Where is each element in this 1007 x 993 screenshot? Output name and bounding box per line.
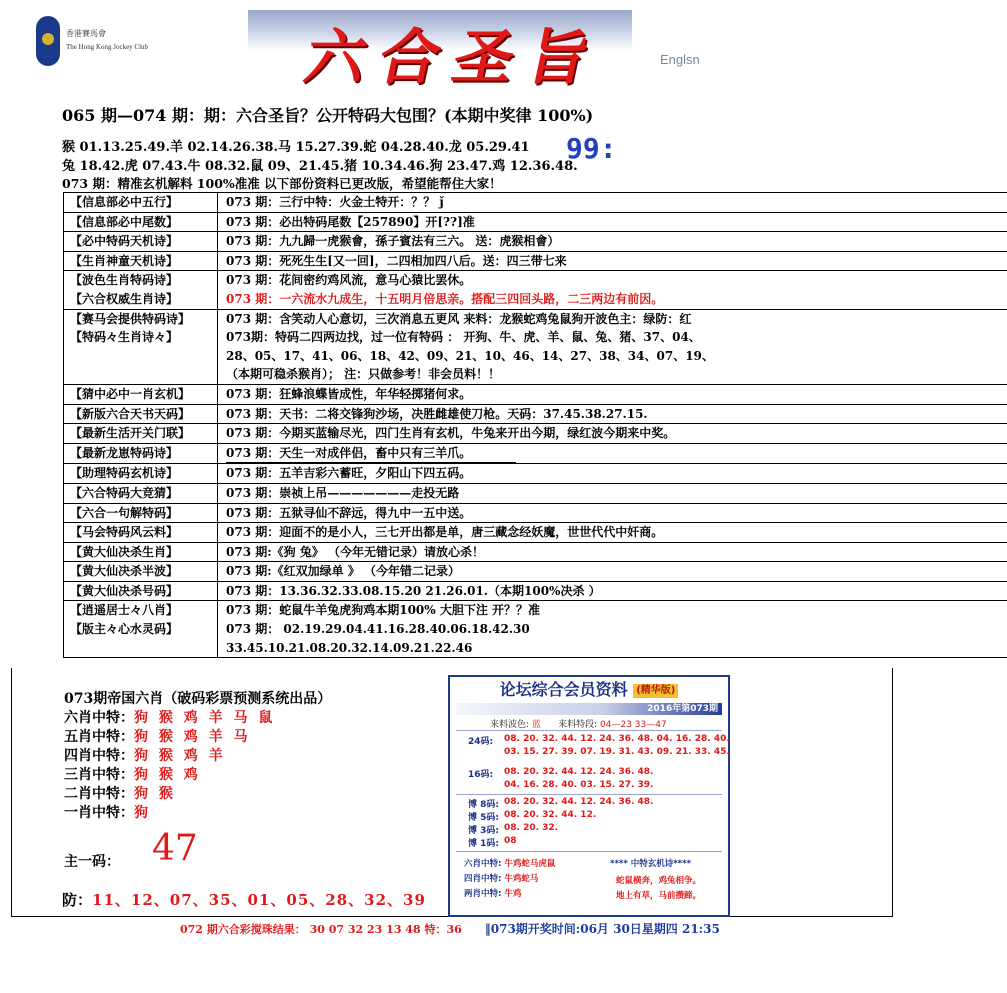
divider <box>456 851 722 852</box>
card-b3-label: 博 3码: <box>468 826 499 836</box>
table-row <box>64 347 1007 366</box>
row-label <box>64 365 218 384</box>
table-row <box>64 581 1007 601</box>
card-b5-value: 08. 20. 32. 44. 12. <box>504 810 597 820</box>
row-value: 073 期：蛇鼠牛羊兔虎狗鸡本期100% 大胆下注 开？？准 <box>218 601 1007 620</box>
q99-graphic: 99: <box>566 132 617 165</box>
member-data-card <box>448 675 730 917</box>
row-value: 073 期：九九歸一虎猴會，孫子賓法有三六。 送：虎猴相會） <box>218 232 1007 252</box>
badge-icon <box>36 16 60 66</box>
table-row <box>64 601 1007 620</box>
divider <box>456 794 722 795</box>
card-title: 论坛综合会员资料 (精华版) <box>450 677 728 703</box>
divider <box>456 730 722 731</box>
jockey-club-logo[interactable] <box>36 16 156 68</box>
table-row <box>64 523 1007 543</box>
main-code-value: 47 <box>152 828 198 869</box>
card-two: 两肖中特: 牛鸡 <box>464 889 522 899</box>
row-label: 【特码々生肖诗々】 <box>64 328 218 347</box>
row-value: 073 期：死死生生[又一回]，二四相加四八后。送：四三带七来 <box>218 251 1007 271</box>
banner-title: 六合圣旨 <box>298 23 610 93</box>
row-label: 【版主々心水灵码】 <box>64 620 218 639</box>
card-b3-value: 08. 20. 32. <box>504 823 559 833</box>
banner <box>248 10 632 94</box>
row-value: 073 期： 02.19.29.04.41.16.28.40.06.18.42.30 <box>218 620 1007 639</box>
row-label: 【六合特码大竞猜】 <box>64 483 218 503</box>
row-label: 【黄大仙决杀号码】 <box>64 581 218 601</box>
info-table <box>63 192 1007 658</box>
table-row <box>64 365 1007 384</box>
row-value: 28、05、17、41、06、18、42、09、21、10、46、14、27、38、34、07、19、 <box>218 347 1007 366</box>
card-bar <box>456 703 722 715</box>
table-row <box>64 290 1007 309</box>
row-label: 【马会特码风云料】 <box>64 523 218 543</box>
card-poem-line: 蛇鼠横奔，鸡兔相争。 <box>616 876 702 886</box>
card-24-a: 08. 20. 32. 44. 12. 24. 36. 48. 04. 16. 28. 40. <box>504 734 730 744</box>
row-value: 073 期：天生一对成伴侣，畜中只有三羊爪。 <box>218 443 1007 464</box>
row-value: 073 期:《狗 兔》 （今年无错记录）请放心杀！ <box>218 542 1007 562</box>
row-label: 【黄大仙决杀生肖】 <box>64 542 218 562</box>
table-row <box>64 232 1007 252</box>
notice-text: 073 期：精准玄机解料 100%准准 以下部份资料已更改版，希望能帮住大家！ <box>62 176 502 191</box>
row-value: 073 期：三行中特：火金土特开：？？ ǰ <box>218 193 1007 213</box>
row-value: 073 期：一六流水九成生，十五明月倍思亲。搭配三四回头路，二三两边有前因。 <box>218 290 1007 309</box>
table-row <box>64 424 1007 444</box>
row-label: 【必中特码天机诗】 <box>64 232 218 252</box>
table-row <box>64 542 1007 562</box>
card-year: 2016年第073期 <box>647 704 718 714</box>
card-24-label: 24码: <box>468 737 494 747</box>
table-row <box>64 503 1007 523</box>
footer <box>180 920 720 937</box>
card-b1-value: 08 <box>504 836 517 846</box>
table-row <box>64 443 1007 464</box>
row-value: 073期：特码二四两边找，过一位有特码 ： 开狗、牛、虎、羊、鼠、兔、猪、37、04、 <box>218 328 1007 347</box>
table-row <box>64 464 1007 484</box>
table-row <box>64 562 1007 582</box>
rank-row: 一肖中特：狗 <box>64 805 151 821</box>
row-label <box>64 347 218 366</box>
row-label: 【最新龙崽特码诗】 <box>64 443 218 464</box>
row-label: 【信息部必中尾数】 <box>64 212 218 232</box>
six-zodiac-title: 073期帝国六肖（破码彩票预测系统出品） <box>64 691 332 707</box>
last-draw-result: 072 期六合彩搅珠结果： 30 07 32 23 13 48 特：36 <box>180 923 462 936</box>
row-value: 073 期：花间密约鸡风流，意马心猿比罢休。 <box>218 271 1007 290</box>
card-b8-value: 08. 20. 32. 44. 12. 24. 36. 48. <box>504 797 654 807</box>
logo-en-text: The Hong Kong Jockey Club <box>66 43 149 51</box>
english-link[interactable]: Englsn <box>660 52 700 67</box>
zodiac-line: 兔 18.42.虎 07.43.牛 08.32.鼠 09、21.45.猪 10.34.46.狗 23.47.鸡 12.36.48. <box>62 159 578 174</box>
row-label <box>64 639 218 658</box>
row-value: 073 期：含笑动人心意切，三次消息五更风 来料：龙猴蛇鸡兔鼠狗开波色主：绿防：红 <box>218 309 1007 328</box>
table-row <box>64 404 1007 424</box>
row-value: 073 期：崇祯上吊———————走投无路 <box>218 483 1007 503</box>
row-value: 073 期：必出特码尾数【257890】开[??]准 <box>218 212 1007 232</box>
rank-row: 二肖中特：狗 猴 <box>64 786 176 802</box>
card-b8-label: 博 8码: <box>468 800 499 810</box>
card-six: 六肖中特: 牛鸡蛇马虎鼠 <box>464 859 556 869</box>
row-value: 073 期：天书：二将交锋狗沙场，决胜雌雄使刀枪。天码：37.45.38.27.15. <box>218 404 1007 424</box>
row-label: 【黄大仙决杀半波】 <box>64 562 218 582</box>
card-16-label: 16码: <box>468 770 494 780</box>
card-16-b: 04. 16. 28. 40. 03. 15. 27. 39. <box>504 780 654 790</box>
card-b1-label: 博 1码: <box>468 839 499 849</box>
card-24-b: 03. 15. 27. 39. 07. 19. 31. 43. 09. 21. 33. 45. <box>504 747 730 757</box>
table-row <box>64 271 1007 290</box>
page-headline: 065 期—074 期：期：六合圣旨？公开特码大包围？(本期中奖律 100%) <box>62 106 594 125</box>
table-row <box>64 309 1007 328</box>
table-row <box>64 384 1007 404</box>
row-value: 073 期：五羊吉彩六蓄旺，夕阳山下四五码。 <box>218 464 1007 484</box>
logo-cn-text: 香港賽馬會 <box>66 29 106 38</box>
row-value: （本期可稳杀猴肖）； 注：只做参考！非会员料！！ <box>218 365 1007 384</box>
row-label: 【生肖神童天机诗】 <box>64 251 218 271</box>
main-code-label: 主一码： <box>64 854 120 870</box>
row-label: 【波色生肖特码诗】 <box>64 271 218 290</box>
defense-codes: 防：11、12、07、35、01、05、28、32、39 <box>62 891 426 909</box>
row-label: 【六合权威生肖诗】 <box>64 290 218 309</box>
card-poem-line: 地上有草，马前攒蹄。 <box>616 891 702 901</box>
rank-row: 五肖中特：狗 猴 鸡 羊 马 <box>64 729 251 745</box>
row-value: 073 期:《红双加绿单 》 （今年错二记录） <box>218 562 1007 582</box>
zodiac-line: 猴 01.13.25.49.羊 02.14.26.38.马 15.27.39.蛇 04.28.40.龙 05.29.41 <box>62 140 530 155</box>
row-label: 【六合一句解特码】 <box>64 503 218 523</box>
table-row <box>64 639 1007 658</box>
row-label: 【最新生活开关门联】 <box>64 424 218 444</box>
row-label: 【新版六合天书天码】 <box>64 404 218 424</box>
row-label: 【逍遥居士々八肖】 <box>64 601 218 620</box>
table-row <box>64 251 1007 271</box>
card-16-a: 08. 20. 32. 44. 12. 24. 36. 48. <box>504 767 654 777</box>
table-row <box>64 193 1007 213</box>
row-value: 073 期：13.36.32.33.08.15.20 21.26.01.（本期100%决杀 ） <box>218 581 1007 601</box>
table-row <box>64 620 1007 639</box>
row-value: 073 期：迎面不的是小人，三七开出都是单，唐三藏念经妖魔，世世代代中奸商。 <box>218 523 1007 543</box>
rank-row: 四肖中特：狗 猴 鸡 羊 <box>64 748 226 764</box>
table-row <box>64 328 1007 347</box>
card-b5-label: 博 5码: <box>468 813 499 823</box>
card-badge: (精华版) <box>633 684 678 698</box>
row-label: 【信息部必中五行】 <box>64 193 218 213</box>
row-label: 【助理特码玄机诗】 <box>64 464 218 484</box>
draw-time: ‖073期开奖时间:06月 30日星期四 21:35 <box>484 922 720 936</box>
row-value: 073 期：五狱寻仙不辞远，得九中一五中送。 <box>218 503 1007 523</box>
row-value: 33.45.10.21.08.20.32.14.09.21.22.46 <box>218 639 1007 658</box>
row-value: 073 期：今期买蓝输尽光，四门生肖有玄机，牛兔来开出今期，绿红波今期来中奖。 <box>218 424 1007 444</box>
row-label: 【赛马会提供特码诗】 <box>64 309 218 328</box>
row-label: 【猜中必中一肖玄机】 <box>64 384 218 404</box>
card-source: 来料波色: 蓝 来料特段: 04—23 33—47 <box>490 720 667 730</box>
table-row <box>64 483 1007 503</box>
rank-row: 六肖中特：狗 猴 鸡 羊 马 鼠 <box>64 710 276 726</box>
card-four: 四肖中特: 牛鸡蛇马 <box>464 874 539 884</box>
rank-row: 三肖中特：狗 猴 鸡 <box>64 767 201 783</box>
table-row <box>64 212 1007 232</box>
card-poem-title: **** 中特玄机诗**** <box>610 859 692 869</box>
row-value: 073 期：狂蜂浪蝶皆成性，年华轻掷猪何求。 <box>218 384 1007 404</box>
